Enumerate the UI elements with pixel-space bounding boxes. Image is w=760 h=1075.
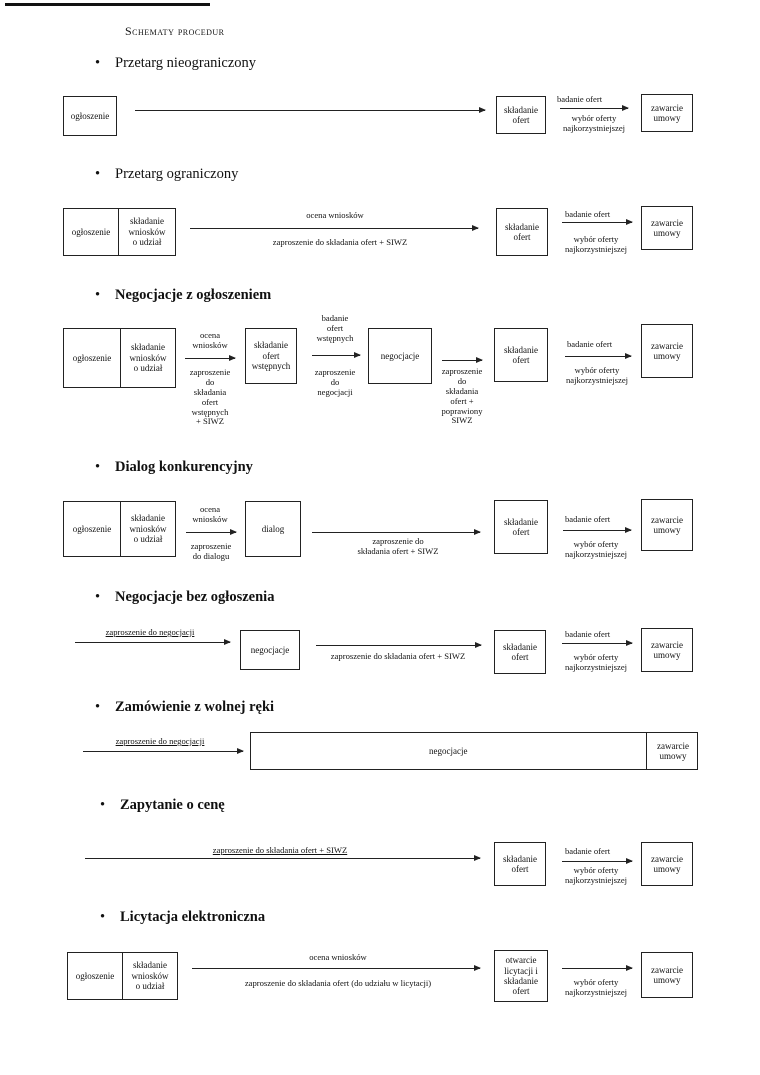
- label-badanie-ofert-wstepnych: badanie ofert wstępnych: [316, 313, 354, 343]
- section-title-przetarg-ograniczony: • Przetarg ograniczony: [95, 166, 239, 182]
- arrow: [185, 358, 235, 359]
- box-zawarcie-umowy: zawarcie umowy: [641, 499, 693, 551]
- label-zaproszenie-negocjacji: zaproszenie do negocjacji: [314, 367, 356, 397]
- label-wybor-oferty: wybór oferty najkorzystniejszej: [564, 977, 628, 997]
- box-ogloszenie: ogłoszenie: [63, 96, 117, 136]
- label-zaproszenie-ofert: zaproszenie do składania ofert + SIWZ: [330, 651, 466, 661]
- label-wybor-oferty: wybór oferty najkorzystniejszej: [562, 113, 626, 133]
- box-skladanie-wnioskow: składanie wniosków o udział: [120, 501, 176, 557]
- box-negocjacje: negocjacje: [368, 328, 432, 384]
- box-ogloszenie: ogłoszenie: [67, 952, 123, 1000]
- label-wybor-oferty: wybór oferty najkorzystniejszej: [564, 865, 628, 885]
- label-ocena-wnioskow: ocena wniosków: [309, 952, 367, 962]
- label-wybor-oferty: wybór oferty najkorzystniejszej: [564, 234, 628, 254]
- arrow: [312, 532, 480, 533]
- section-title-licytacja-elektroniczna: • Licytacja elektroniczna: [100, 909, 266, 925]
- label-wybor-oferty: wybór oferty najkorzystniejszej: [564, 652, 628, 672]
- label-badanie-ofert: badanie ofert: [565, 514, 611, 524]
- label-zaproszenie-negocjacji: zaproszenie do negocjacji: [105, 627, 195, 637]
- label-wybor-oferty: wybór oferty najkorzystniejszej: [565, 365, 629, 385]
- box-skladanie-ofert-wstepnych: składanie ofert wstępnych: [245, 328, 297, 384]
- top-rule: [5, 3, 210, 6]
- label-zaproszenie-poprawiony-siwz: zaproszenie do składania ofert + poprawiony SIWZ: [441, 366, 483, 426]
- box-negocjacje: negocjacje: [240, 630, 300, 670]
- box-ogloszenie: ogłoszenie: [63, 328, 121, 388]
- arrow: [190, 228, 478, 229]
- label-wybor-oferty: wybór oferty najkorzystniejszej: [564, 539, 628, 559]
- arrow: [562, 222, 632, 223]
- arrow: [83, 751, 243, 752]
- arrow: [135, 110, 485, 111]
- page-title: Schematy procedur: [125, 24, 225, 38]
- arrow: [312, 355, 360, 356]
- label-badanie-ofert: badanie ofert: [567, 339, 613, 349]
- label-zaproszenie-ofert: zaproszenie do składania ofert + SIWZ: [272, 237, 408, 247]
- label-zaproszenie-dialogu: zaproszenie do dialogu: [190, 541, 232, 561]
- label-ocena-wnioskow: ocena wniosków: [192, 330, 228, 350]
- label-zaproszenie-ofert: zaproszenie do składania ofert + SIWZ: [357, 536, 439, 556]
- box-skladanie-ofert: składanie ofert: [496, 96, 546, 134]
- section-title-przetarg-nieograniczony: • Przetarg nieograniczony: [95, 55, 257, 71]
- label-ocena-wnioskow: ocena wniosków: [306, 210, 364, 220]
- arrow: [563, 530, 631, 531]
- box-negocjacje-wide: negocjacje zawarcie umowy: [250, 732, 698, 770]
- arrow: [442, 360, 482, 361]
- label-badanie-ofert: badanie ofert: [557, 94, 603, 104]
- box-zawarcie-umowy: zawarcie umowy: [641, 324, 693, 378]
- box-skladanie-wnioskow: składanie wniosków o udział: [120, 328, 176, 388]
- arrow: [186, 532, 236, 533]
- arrow: [560, 108, 628, 109]
- arrow: [85, 858, 480, 859]
- box-zawarcie-umowy: zawarcie umowy: [641, 94, 693, 132]
- box-dialog: dialog: [245, 501, 301, 557]
- section-title-zamowienie-z-wolnej-reki: • Zamówienie z wolnej ręki: [95, 699, 275, 715]
- arrow: [562, 643, 632, 644]
- box-otwarcie-licytacji: otwarcie licytacji i składanie ofert: [494, 950, 548, 1002]
- arrow: [562, 861, 632, 862]
- box-ogloszenie: ogłoszenie: [63, 501, 121, 557]
- box-skladanie-wnioskow: składanie wniosków o udział: [118, 208, 176, 256]
- box-ogloszenie: ogłoszenie: [63, 208, 119, 256]
- label-badanie-ofert: badanie ofert: [565, 629, 611, 639]
- box-skladanie-ofert: składanie ofert: [496, 208, 548, 256]
- section-title-negocjacje-bez-ogloszenia: • Negocjacje bez ogłoszenia: [95, 589, 275, 605]
- box-divider: [646, 733, 647, 769]
- box-skladanie-ofert: składanie ofert: [494, 500, 548, 554]
- box-skladanie-wnioskow: składanie wniosków o udział: [122, 952, 178, 1000]
- label-zaproszenie-ofert: zaproszenie do składania ofert + SIWZ: [212, 845, 348, 855]
- label-ocena-wnioskow: ocena wniosków: [192, 504, 228, 524]
- section-title-negocjacje-z-ogloszeniem: • Negocjacje z ogłoszeniem: [95, 287, 272, 303]
- box-zawarcie-umowy: zawarcie umowy: [641, 206, 693, 250]
- label-badanie-ofert: badanie ofert: [565, 209, 611, 219]
- arrow: [316, 645, 481, 646]
- arrow: [192, 968, 480, 969]
- label-zaproszenie-ofert-wstepnych: zaproszenie do składania ofert wstępnych + SIWZ: [189, 367, 231, 427]
- box-zawarcie-umowy: zawarcie umowy: [641, 842, 693, 886]
- arrow: [75, 642, 230, 643]
- label-zaproszenie-licytacji: zaproszenie do składania ofert (do udziału w licytacji): [244, 978, 432, 988]
- box-zawarcie-umowy: zawarcie umowy: [641, 952, 693, 998]
- arrow: [565, 356, 631, 357]
- arrow: [562, 968, 632, 969]
- box-skladanie-ofert: składanie ofert: [494, 328, 548, 382]
- section-title-dialog-konkurencyjny: • Dialog konkurencyjny: [95, 459, 253, 475]
- box-zawarcie-umowy: zawarcie umowy: [641, 628, 693, 672]
- section-title-zapytanie-o-cene: • Zapytanie o cenę: [100, 797, 225, 813]
- label-badanie-ofert: badanie ofert: [565, 846, 611, 856]
- box-skladanie-ofert: składanie ofert: [494, 842, 546, 886]
- box-skladanie-ofert: składanie ofert: [494, 630, 546, 674]
- label-zaproszenie-negocjacji: zaproszenie do negocjacji: [115, 736, 205, 746]
